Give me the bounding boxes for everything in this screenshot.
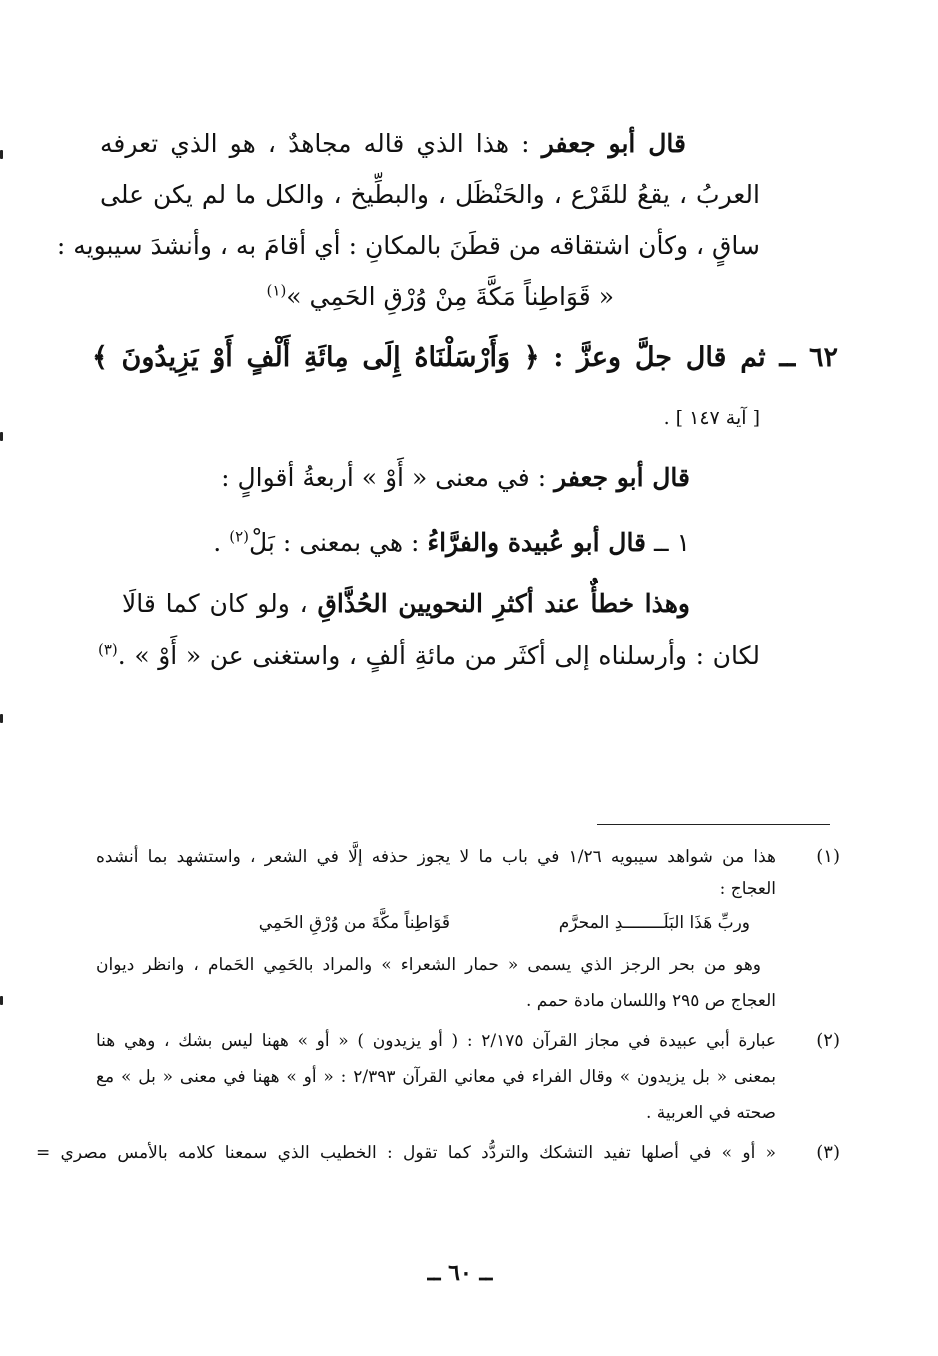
main-text-line <box>56 228 760 264</box>
footnote-line <box>560 1100 776 1126</box>
poem-hemistich-left: قَوَاطِناً مكَّةَ من وُرْقِ الحَمِي <box>258 913 450 933</box>
footnote-number: (١) <box>816 846 840 867</box>
main-text-line <box>190 525 690 561</box>
footnote-line <box>96 1064 776 1090</box>
footnote-text: « أو » في أصلها تفيد التشكك والتردُّد كما تقول : الخطيب الذي سمعنا كلامه بالأمس مصري = <box>36 1143 776 1163</box>
footnote-line <box>96 952 761 978</box>
footnote-text: بمعنى « بل يزيدون » وقال الفراء في معاني القرآن ٢/٣٩٣ : « أو » ههنا في معنى « بل » مع <box>96 1067 776 1087</box>
footnote-text: صحته في العربية . <box>645 1103 776 1123</box>
poem-hemistich-right: وربِّ هَذَا البَلَــــــــدِ المحرَّم <box>558 913 750 933</box>
footnote-line <box>560 876 776 902</box>
main-text-line <box>220 460 690 496</box>
main-text: . <box>213 528 230 557</box>
poem-quote-line <box>260 279 614 315</box>
footnote-number: (٢) <box>816 1030 840 1051</box>
scan-edge-mark <box>0 714 3 723</box>
main-text-line <box>100 177 760 213</box>
footnote-line <box>440 988 776 1014</box>
main-text-line <box>122 586 690 622</box>
scan-edge-mark <box>0 996 3 1005</box>
scan-edge-mark <box>0 150 3 159</box>
main-text: : هي بمعنى : بَلْ <box>248 528 428 557</box>
speaker-name: قال أبو عُبيدة والفرَّاءُ <box>427 528 647 557</box>
list-number: ١ ــ <box>646 528 690 557</box>
footnote-ref[interactable]: (٣) <box>98 640 118 659</box>
page-number: ــ ٦٠ ــ <box>427 1260 493 1286</box>
main-text: لكان : وأرسلناه إلى أكثَر من مائةِ ألفٍ ، واستغنى عن « أَوْ » . <box>117 641 760 670</box>
footnote-text: عبارة أبي عبيدة في مجاز القرآن ٢/١٧٥ : ( أو يزيدون ) « أو » ههنا ليس بشك ، وهي هنا <box>96 1031 776 1051</box>
main-text-line <box>100 126 686 162</box>
main-text: العربُ ، يقعُ للقَرْع ، والحَنْظَل ، والبطِّيخ ، والكل ما لم يكن على <box>100 180 760 209</box>
footnote-text: وهو من بحر الرجز الذي يسمى « حمار الشعراء » والمراد بالحَمِي الحَمام ، وانظر ديوان <box>96 955 761 975</box>
aya-reference-text: [ آية ١٤٧ ] . <box>663 407 760 429</box>
footnote-ref[interactable]: (١) <box>266 281 287 300</box>
main-text: ساقٍ ، وكأن اشتقاقه من قطَنَ بالمكانِ : أي أقامَ به ، وأنشدَ سيبويه : <box>56 231 760 260</box>
verse-text: ٦٢ ــ ثم قال جلَّ وعزَّ : ﴿ وَأَرْسَلْنَاهُ إِلَى مِائَةِ أَلْفٍ أَوْ يَزِيدُونَ ﴾ <box>92 342 838 373</box>
main-text-line <box>98 638 760 674</box>
footnote-text: العجاج : <box>719 879 776 899</box>
footnote-line <box>96 844 776 870</box>
footnote-line <box>36 1140 776 1166</box>
footnote-text: هذا من شواهد سيبويه ١/٢٦ في باب ما لا يجوز حذفه إلَّا في الشعر ، واستشهد بما أنشده <box>96 847 776 867</box>
main-text: : في معنى « أَوْ » أربعةُ أقوالٍ : <box>221 463 555 492</box>
footnote-number: (٣) <box>816 1142 840 1163</box>
speaker-name: قال أبو جعفر <box>554 463 690 492</box>
aya-reference <box>600 404 760 432</box>
poem-quote: « قَوَاطِناً مَكَّةَ مِنْ وُرْقِ الحَمِي » <box>286 282 614 311</box>
footnote-ref[interactable]: (٢) <box>229 527 249 546</box>
footnote-separator <box>597 824 830 825</box>
verse-line <box>92 339 838 377</box>
main-text: ، ولو كان كما قالَا <box>122 589 318 618</box>
main-text: : هذا الذي قاله مجاهدٌ ، هو الذي تعرفه <box>100 129 542 158</box>
scan-edge-mark <box>0 432 3 441</box>
speaker-name: قال أبو جعفر <box>541 129 686 158</box>
bold-phrase: وهذا خطأٌ عند أكثرِ النحويين الحُذَّاقِ <box>317 589 690 618</box>
footnote-line <box>96 1028 776 1054</box>
footnote-text: العجاج ص ٢٩٥ واللسان مادة حمم . <box>525 991 776 1011</box>
